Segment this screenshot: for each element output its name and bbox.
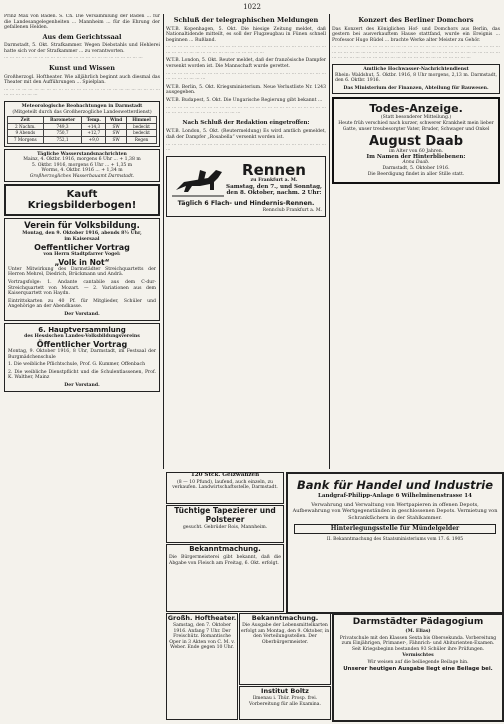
volk-heading: Oeffentlicher Vortrag <box>34 242 130 252</box>
article-text: W.T.B. Budapest, 5. Okt. Die Ungarische Regierung gibt bekannt ... <box>166 98 323 104</box>
paed-title: Darmstädter Pädagogium <box>352 617 484 627</box>
rennen-dates: Samstag, den 7., und Sonntag, den 8. Oktober, nachm. 2 Uhr: <box>226 183 322 197</box>
todes-family: Im Namen der Hinterbliebenen: <box>366 153 466 160</box>
todes-title: Todes-Anzeige. <box>369 102 463 116</box>
article-text: Das Konzert des Königlichen Hof- und Domchors aus Berlin, das gestern bei ausverkauftem Hause stattfand, wurde ein Ereignis ... Professor Hugo Rüdel ... brachte Werke alter Meister zu Gehör. <box>332 26 500 43</box>
paed-subtitle: (M. Elias) <box>405 629 431 634</box>
rennen-place: zu Frankfurt a. M. <box>250 178 298 184</box>
verm-text: Wir weisen auf die beiliegende Beilage hin. <box>367 659 469 665</box>
table-cell: 749,3 <box>43 123 82 130</box>
weather-header: Barometer <box>43 117 82 124</box>
institut-ad <box>239 686 331 720</box>
volk-title: Verein für Volksbildung. <box>24 221 140 232</box>
hoftheater-ad <box>166 613 238 720</box>
rennen-organizer: Rennclub Frankfurt a. M. <box>262 207 322 213</box>
bek-title: Bekanntmachung. <box>189 545 261 553</box>
column-rule <box>163 14 164 469</box>
kauft-subtitle: Kriegsbilderbogen! <box>27 200 137 212</box>
rennen-description: Täglich 6 Flach- und Hindernis-Rennen. <box>177 199 315 207</box>
table-cell: +12,7 <box>82 130 106 137</box>
rennen-title: Rennen <box>242 161 306 180</box>
table-cell: 9 Abends <box>8 130 44 137</box>
weather-header: Zeit <box>8 117 44 124</box>
filler-text: ··· ··· ··· ··· ··· ··· ··· ··· ··· ··· ··· ··· ··· ··· ··· ··· ··· ··· ··· ··· ··· ··· ··· ··· ··· ··· ··· ··· ··· ··· ··· ··· ··· ··· ··· ··· ··· ··· ··· ··· ··· ··· ··· ··· <box>166 45 326 56</box>
hauptversammlung-ad <box>4 323 160 392</box>
water-level-box <box>4 149 160 183</box>
weather-header: Wind <box>106 117 127 124</box>
bank-hint: Hinterlegungsstelle für Mündelgelder <box>330 525 460 533</box>
table-cell: 7 Morgens <box>8 136 44 143</box>
tapez-title: Tüchtige Tapezierer und Polsterer <box>174 506 276 524</box>
rennen-ad <box>166 156 326 218</box>
hochwasser-box <box>332 64 500 94</box>
volksbildung-ad <box>4 218 160 320</box>
todes-subtitle: (Statt besonderer Mitteilung.) <box>380 115 452 121</box>
todes-name: August Daab <box>369 134 463 150</box>
filler-text: ··· ··· ··· ··· ··· ··· ··· ··· ··· ··· ··· ··· ··· ··· ··· ··· ··· ··· ··· ··· ··· ··· ··· ··· <box>4 56 143 62</box>
water-line: Worms, 4. Oktbr. 1916 ... + 1,34 m <box>41 168 123 174</box>
gelz-ad <box>166 472 284 504</box>
article-text: Darmstadt, 5. Okt. Strafkammer. Wegen Diebstahls und Hehlerei hatte sich vor der Strafkammer ... zu verantworten. <box>4 43 160 54</box>
todes-widow: Anna Daab. <box>402 160 430 166</box>
grossh-text: Samstag, den 7. Oktober 1916. Anfang 7 Uhr. Der Freischütz. Romantische Oper in 3 Akten von C. M. v. Weber. Ende gegen 10 Uhr. <box>169 623 235 651</box>
water-line: Mainz, 4. Oktbr. 1916, morgens 6 Uhr ... + 1,38 m <box>23 157 141 163</box>
weather-header: Himmel <box>127 117 157 124</box>
column-1 <box>4 14 160 720</box>
table-cell: +9,0 <box>82 136 106 143</box>
article-text: W.T.B. Kopenhagen, 5. Okt. Die hiesige Zeitung meldet, daß Nationaltidende mitteilt, es soll der Flugzeugbau in Fünen schnell beginnen ... Rußland. <box>166 26 326 43</box>
table-cell: SW <box>106 136 127 143</box>
haupt-item: 2. Die weibliche Dienstpflicht und die Schulentlassenen, Prof. K. Walther, Mainz <box>8 369 156 381</box>
volk-topic: „Volk in Not“ <box>54 257 110 267</box>
filler-text: ··· ··· ··· ··· ··· ··· ··· ··· ··· ··· ··· ··· ··· ··· ··· ··· ··· ··· ··· ··· ··· ··· ··· ··· ··· ··· ··· ··· ··· ··· ··· ··· ··· ··· ··· ··· ··· ··· ··· ··· ··· ··· ··· ··· ··· ··· ··· ··· ··· ··· ··· ··· ··· ··· ··· ··· ··· ··· ··· ··· ··· ··· ··· ··· ··· ··· ··· ··· ··· ··· ··· ··· ··· ··· ··· ··· ··· ··· ··· ··· ··· ··· <box>332 45 500 62</box>
section-title: Kunst und Wissen <box>49 64 115 73</box>
grossh-title: Großh. Hoftheater. <box>167 614 237 622</box>
beilage-note: Unserer heutigen Ausgabe liegt eine Beilage bei. <box>343 665 493 672</box>
column-3 <box>332 14 500 469</box>
filler-text: ··· ··· ··· ··· ··· ··· ··· ··· ··· ··· ··· ··· ··· ··· ··· ··· ··· ··· ··· ··· ··· ··· ··· ··· ··· ··· ··· ··· <box>166 142 326 154</box>
weather-box <box>4 101 160 147</box>
weather-header: Temp. <box>82 117 106 124</box>
amtl-footer: Das Ministerium der Finanzen, Abteilung für Bauwesen. <box>343 85 489 91</box>
table-cell: bedeckt <box>127 130 157 137</box>
haupt-item: 1. Die weibliche Pflichtschule, Prof. G. Kummer, Offenbach <box>8 362 146 368</box>
bank-services: Verwahrung und Verwaltung von Wertpapieren in offenen Depots, Aufbewahrung von Wertgegenständen in geschlossenen Depots. Vermietung von Schrankfächern in der Stahlkammer. <box>292 501 498 521</box>
todes-place: Darmstadt, 5. Oktober 1916. <box>382 166 450 171</box>
article-text: W.T.B. Berlin, 5. Okt. Kriegsministerium. Neue Verlustliste Nr. 1243 ausgegeben. <box>166 84 326 96</box>
section-title: Aus dem Gerichtssaal <box>42 32 122 41</box>
volk-place: im Kaisersaal <box>64 237 100 243</box>
haupt-footer: Der Vorstand. <box>64 383 100 389</box>
rennen-header <box>170 160 322 200</box>
volk-music: Unter Mitwirkung des Darmstädter Streichquartetts der Herren Mehrel, Diedrich, Brückmann und Andrä. <box>8 266 156 278</box>
article-text: W.T.B. London, 5. Okt. Reuter meldet, daß der französische Dampfer versenkt worden ist. Die Mannschaft wurde gerettet. <box>166 58 326 70</box>
amtl-text: Rhein: Waldshut, 5. Oktbr. 1916, 8 Uhr morgens, 2,13 m. Darmstadt, den 6. Oktbr. 1916. <box>335 72 497 84</box>
table-row <box>8 136 157 143</box>
kauft-ad <box>4 184 160 216</box>
water-footer: Großherzogliches Wasserbauamt Darmstadt. <box>29 173 135 179</box>
bekanntmachung-ad <box>166 544 284 612</box>
weather-title: Meteorologische Beobachtungen in Darmstadt <box>21 103 143 109</box>
todes-footer: Die Beerdigung findet in aller Stille statt. <box>367 171 465 177</box>
intro-text: Prinz Max von Baden. S. Ch. Die Versammlung der Baden ... für die Landesangelegenheiten ... Mannheim ... für die Ehrung der gefallenen Helden. <box>4 14 160 31</box>
volk-footer: Der Vorstand. <box>64 311 100 317</box>
haupt-subtitle: des Hessischen Landes-Volksbildungsvereins <box>24 334 140 339</box>
bank-name: Bank für Handel und Industrie <box>296 478 494 492</box>
tapez-text: gesucht. Gebrüder Rois, Mannheim. <box>182 525 268 530</box>
b2-title: Institut Boltz <box>261 687 309 695</box>
table-cell: +14,3 <box>82 123 106 130</box>
amtl-title: Amtliche Hochwasser-Nachrichtendienst <box>363 67 469 73</box>
rennen-text <box>226 162 322 197</box>
todes-text: Heute früh verschied nach kurzer, schwerer Krankheit mein lieber Gatte, unser treubesorgter Vater, Bruder, Schwager und Onkel <box>338 121 494 132</box>
table-row <box>8 130 157 137</box>
kauft-title: Kauft <box>66 189 98 201</box>
table-cell: bedeckt <box>127 123 157 130</box>
table-cell: SW <box>106 130 127 137</box>
filler-text: ··· ··· ··· ··· ··· ··· ··· ··· ··· ··· ··· ··· ··· ··· ··· ··· ··· ··· ··· ··· ··· ··· ··· ··· ··· ··· ··· ··· ··· ··· ··· ··· ··· ··· <box>166 71 326 83</box>
section-title: Konzert des Berliner Domchors <box>358 16 474 24</box>
volk-speaker: von Herrn Stadtpfarrer Vogel: <box>43 252 121 258</box>
filler-text: ··· ··· ··· ··· ··· ··· ··· ··· ··· ··· ··· ··· ··· ··· ··· ··· ··· ··· ··· ··· ··· ··· ··· ··· ··· ··· ··· ··· ··· ··· ··· ··· <box>4 87 160 99</box>
bank-ad <box>286 472 504 614</box>
bek-text: Die Bürgermeisterei gibt bekannt, daß die Abgabe von Fleisch am Freitag, 6. Okt. erfolgt. <box>169 555 281 566</box>
weather-subtitle: (Mitgeteilt durch das Großherzogliche Landeswetterdienst) <box>12 109 152 115</box>
haupt-title: 6. Hauptversammlung <box>38 325 126 334</box>
table-cell: 752,1 <box>43 136 82 143</box>
verm-title: Vermischtes <box>402 653 434 659</box>
notice-title: Nach Schluß der Redaktion eingetroffen: <box>182 119 310 126</box>
haupt-date: Montag, 9. Oktober 1916, 8 Uhr, Darmstadt, im Festsaal der Burgmädchenschule <box>8 349 156 360</box>
bank-footer: II. Bekanntmachung des Staatsministeriums vom 17. 6. 1905 <box>326 536 464 542</box>
column-rule <box>329 14 330 469</box>
paed-text: Privatschule mit den Klassen Sexta bis Obersekunda. Vorbereitung zum Einjährigen, Primaner-, Fähnrich- und Abiturienten-Examen. Seit Kriegsbeginn bestanden 93 Schüler ihre Prüfungen. <box>339 635 497 652</box>
racehorse-icon <box>170 160 226 200</box>
haupt-heading: Öffentlicher Vortrag <box>36 339 128 349</box>
weather-table <box>7 116 157 143</box>
table-cell: 750,7 <box>43 130 82 137</box>
column-2 <box>166 14 326 469</box>
notice-text: W.T.B. London, 5. Okt. (Reutermeldung) Es wird amtlich gemeldet, daß der Dampfer „Rosabella“ versenkt worden ist. <box>166 129 326 140</box>
water-line: 5. Oktbr. 1916, morgens 6 Uhr ... + 1,35 m <box>31 162 133 168</box>
bank-address: Landgraf-Philipp-Anlage 6 Wilhelminenstrasse 14 <box>318 493 472 499</box>
gelz-title: 120 Stck. Gelzwanzen <box>190 472 260 478</box>
table-cell: Regen <box>127 136 157 143</box>
volk-date: Montag, den 9. Oktober 1916, abends 8½ Uhr, <box>22 231 142 237</box>
water-title: Tägliche Wasserstandsnachrichten <box>37 151 127 157</box>
b2-text: Ilmenau i. Thür. Prosp. frei. Vorbereitung für alle Examina. <box>249 696 321 707</box>
gelz-text: (8 — 10 Pfund), laufend, auch einzeln, zu verkaufen. Landwirtschaftsstelle, Darmstadt. <box>172 479 278 491</box>
bekanntmachung-2-ad <box>239 613 331 685</box>
page-number: 1022 <box>243 3 261 11</box>
paedagogium-ad <box>332 613 504 722</box>
bank-hint-box <box>294 524 496 534</box>
volk-program: Vortragsfolge: 1. Andante cantabile aus dem C-dur-Streichquartett von Mozart. — 2. Variationen aus dem Kaiserquartett von Haydn. <box>8 279 156 297</box>
volk-price: Eintrittskarten zu 40 Pf. für Mitglieder, Schüler und Angehörige an der Abendkasse. <box>8 298 156 310</box>
tapezierer-ad <box>166 505 284 543</box>
section-title: Schluß der telegraphischen Meldungen <box>173 16 319 24</box>
todes-age: im Alter von 60 Jahren. <box>388 149 444 155</box>
filler-text: ··· ··· ··· ··· ··· ··· ··· ··· ··· ··· ··· ··· ··· ··· ··· ··· ··· ··· ··· ··· ··· ··· ··· ··· ··· ··· ··· ··· ··· ··· ··· ··· ··· ··· ··· ··· ··· ··· ··· ··· <box>166 105 326 117</box>
todes-anzeige <box>332 97 500 184</box>
table-row <box>8 123 157 130</box>
b1-title: Bekanntmachung. <box>251 614 319 622</box>
table-cell: SW <box>106 123 127 130</box>
table-cell: 2 Nachm. <box>8 123 44 130</box>
article-text: Großherzogl. Hoftheater. Wie alljährlich beginnt auch diesmal das Theater mit den Aufführungen ... Spielplan. <box>4 74 160 86</box>
b1-text: Die Ausgabe der Lebensmittelkarten erfolgt am Montag, den 9. Oktober, in den Verteilungsstellen. Der Oberbürgermeister. <box>240 623 330 645</box>
